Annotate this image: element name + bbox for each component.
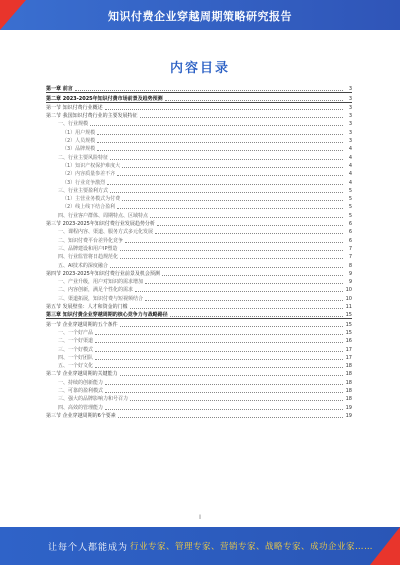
toc-entry[interactable] [46, 269, 352, 277]
toc-entry-page: 3 [348, 104, 352, 111]
toc-leader-dots [120, 250, 344, 251]
toc-entry[interactable] [46, 202, 352, 210]
toc-leader-dots [122, 167, 343, 168]
toc-entry-page: 5 [348, 187, 352, 194]
toc-entry-label: 三、行业主要盈利方式 [58, 187, 109, 194]
toc-leader-dots [150, 217, 343, 218]
toc-leader-dots [140, 117, 343, 118]
toc-entry[interactable] [46, 310, 352, 319]
toc-leader-dots [120, 258, 343, 259]
toc-entry-page: 15 [345, 321, 352, 328]
toc-leader-dots [145, 300, 343, 301]
toc-entry[interactable] [46, 93, 352, 102]
toc-entry-page: 6 [348, 229, 352, 236]
footer-bar [0, 527, 400, 565]
toc-leader-dots [155, 233, 343, 234]
toc-leader-dots [110, 159, 343, 160]
toc-entry[interactable] [46, 210, 352, 218]
toc-entry[interactable] [46, 402, 352, 410]
toc-entry[interactable] [46, 293, 352, 301]
toc-entry-label: 第三节 企业穿越周期的6个要素 [46, 412, 116, 419]
toc-entry-label: （2）人员规模 [62, 138, 96, 145]
toc-entry[interactable] [46, 103, 352, 111]
toc-entry-page: 4 [348, 162, 352, 169]
toc-entry[interactable] [46, 386, 352, 394]
toc-entry-label: （3）行业竞争激烈 [62, 179, 106, 186]
footer-red-corner [370, 527, 400, 565]
toc-entry[interactable] [46, 244, 352, 252]
toc-leader-dots [105, 109, 343, 110]
toc-entry-page: 19 [345, 412, 352, 419]
toc-leader-dots [110, 192, 343, 193]
toc-entry-label: 三、品牌建设和用户IP塑造 [58, 245, 118, 252]
toc-entry-page: 15 [345, 329, 352, 336]
toc-entry-page: 18 [345, 371, 352, 378]
toc-entry-label: 第一章 前言 [46, 86, 73, 93]
toc-entry[interactable] [46, 152, 352, 160]
toc-entry-label: 五、AI技术的深度融合 [58, 262, 108, 269]
toc-leader-dots [130, 308, 343, 309]
toc-entry-page: 7 [348, 245, 352, 252]
toc-entry-label: （2）线上线下结合盈利 [62, 204, 116, 211]
toc-leader-dots [125, 242, 343, 243]
toc-entry-page: 3 [348, 138, 352, 145]
toc-leader-dots [165, 100, 343, 101]
toc-leader-dots [162, 275, 343, 276]
toc-entry[interactable] [46, 235, 352, 243]
toc-entry[interactable] [46, 344, 352, 352]
toc-entry-label: 三、强大的品牌影响力和号召力 [58, 396, 129, 403]
toc-entry-label: 第二章 2023-2025年知识付费市场前景及趋势预测 [46, 95, 163, 102]
toc-entry-label: 三、渠道拓展，知识付费与短视频结合 [58, 295, 144, 302]
toc-entry-label: 第五节 发展壁垒：人才和资金的门槛 [46, 304, 128, 311]
toc-entry-label: 第二节 企业穿越周期的关键能力 [46, 371, 118, 378]
toc-entry-page: 15 [345, 312, 352, 319]
toc-leader-dots [105, 392, 343, 393]
toc-entry-page: 11 [345, 304, 352, 311]
toc-leader-dots [120, 375, 343, 376]
toc-entry-label: 一、一个好产品 [58, 329, 94, 336]
toc-leader-dots [97, 134, 343, 135]
toc-entry-page: 9 [348, 270, 352, 277]
toc-entry-page: 3 [348, 121, 352, 128]
toc-leader-dots [90, 125, 343, 126]
toc-entry-label: 二、内容创新，满足个性化的需求 [58, 287, 134, 294]
toc-entry[interactable] [46, 84, 352, 93]
toc-entry-page: 5 [348, 212, 352, 219]
toc-entry-page: 4 [348, 146, 352, 153]
toc-entry[interactable] [46, 302, 352, 310]
toc-entry-label: 第三章 知识付费企业穿越周期的核心竞争力与战略路径 [46, 312, 168, 319]
toc-entry-label: （1）知识产权保护难度大 [62, 162, 121, 169]
toc-entry[interactable] [46, 119, 352, 127]
toc-entry[interactable] [46, 369, 352, 377]
toc-entry-label: 二、行业主要风险特征 [58, 154, 109, 161]
toc-entry-page: 18 [345, 387, 352, 394]
toc-entry[interactable] [46, 361, 352, 369]
toc-entry-label: 第四节 2023-2025年知识付费行业前景及机会预测 [46, 270, 160, 277]
toc-entry[interactable] [46, 260, 352, 268]
toc-entry[interactable] [46, 353, 352, 361]
toc-entry-label: 四、行业监管将日趋规范化 [58, 254, 119, 261]
toc-entry-label: 一、持续的创新能力 [58, 379, 104, 386]
toc-entry-page: 10 [345, 287, 352, 294]
toc-entry[interactable] [46, 227, 352, 235]
toc-entry-label: 一、课程内容、渠道、服务方式多元化发展 [58, 229, 154, 236]
page-number: I [199, 514, 201, 521]
toc-entry-page: 10 [345, 295, 352, 302]
toc-leader-dots [117, 208, 343, 209]
toc-entry-page: 19 [345, 404, 352, 411]
toc-leader-dots [95, 359, 343, 360]
toc-entry-page: 17 [345, 346, 352, 353]
toc-leader-dots [97, 150, 343, 151]
toc-entry-label: 第一节 企业穿越周期的五个条件 [46, 321, 118, 328]
toc-entry-label: （1）用户规模 [62, 129, 96, 136]
toc-entry-page: 18 [345, 363, 352, 370]
toc-entry[interactable] [46, 252, 352, 260]
toc-entry-label: 第二节 我国知识付费行业的主要发展特征 [46, 113, 138, 120]
toc-leader-dots [118, 417, 343, 418]
toc-entry-page: 4 [348, 154, 352, 161]
report-title: 知识付费企业穿越周期策略研究报告 [108, 10, 292, 23]
toc-leader-dots [95, 367, 343, 368]
toc-entry[interactable] [46, 177, 352, 185]
toc-entry[interactable] [46, 377, 352, 385]
toc-leader-dots [95, 334, 343, 335]
toc-entry[interactable] [46, 136, 352, 144]
toc-entry-page: 3 [348, 95, 352, 102]
toc-entry-page: 5 [348, 204, 352, 211]
toc-entry-page: 18 [345, 379, 352, 386]
toc-entry-label: 二、知识付费平台差异化竞争 [58, 237, 124, 244]
toc-entry-label: 五、一个好文化 [58, 363, 94, 370]
toc-title: 内容目录 [169, 61, 230, 76]
toc-entry-page: 4 [348, 179, 352, 186]
toc-entry-page: 3 [348, 129, 352, 136]
toc-entry-label: （1）主营业务模式为付费 [62, 196, 121, 203]
toc-leader-dots [170, 316, 343, 317]
toc-entry-label: 一、行业规模 [58, 121, 89, 128]
toc-entry[interactable] [46, 111, 352, 119]
toc-entry[interactable] [46, 144, 352, 152]
toc-entry[interactable] [46, 411, 352, 419]
toc-entry-label: 第三节 2023-2025年知识付费行业发展趋势分析 [46, 221, 155, 228]
toc-entry-label: 四、高效的管理能力 [58, 404, 104, 411]
toc-leader-dots [157, 225, 343, 226]
toc-entry-page: 9 [348, 279, 352, 286]
toc-entry[interactable] [46, 394, 352, 402]
toc-entry[interactable] [46, 336, 352, 344]
toc-leader-dots [97, 142, 343, 143]
toc-entry-page: 8 [348, 262, 352, 269]
toc-entry-page: 4 [348, 171, 352, 178]
toc-entry-page: 6 [348, 221, 352, 228]
toc-entry-page: 3 [348, 86, 352, 93]
toc-leader-dots [135, 291, 343, 292]
toc-leader-dots [120, 326, 343, 327]
toc-leader-dots [145, 283, 343, 284]
toc-leader-dots [105, 384, 343, 385]
toc-entry-page: 16 [345, 338, 352, 345]
toc-entry[interactable] [46, 161, 352, 169]
toc-entry[interactable] [46, 127, 352, 135]
toc-entry-label: 四、行业客户群体、周期特点、区域特点 [58, 212, 149, 219]
toc-entry[interactable] [46, 194, 352, 202]
toc-entry[interactable] [46, 319, 352, 327]
toc-entry-label: 一、产业升级，用户对知识的需求增加 [58, 279, 144, 286]
toc-entry-page: 17 [345, 354, 352, 361]
toc-entry-page: 7 [348, 254, 352, 261]
toc-entry-label: 三、一个好模式 [58, 346, 94, 353]
toc-entry-page: 3 [348, 113, 352, 120]
report-header-bar [0, 0, 400, 30]
toc-leader-dots [122, 200, 343, 201]
toc-leader-dots [107, 184, 343, 185]
table-of-contents [46, 84, 352, 419]
footer-tagline: 行业专家、管理专家、营销专家、战略专家、成功企业家…… [130, 542, 374, 552]
toc-entry[interactable] [46, 328, 352, 336]
toc-entry[interactable] [46, 285, 352, 293]
toc-entry-page: 18 [345, 396, 352, 403]
toc-leader-dots [130, 400, 343, 401]
toc-leader-dots [110, 267, 343, 268]
toc-entry[interactable] [46, 219, 352, 227]
toc-entry[interactable] [46, 169, 352, 177]
footer-slogan: 让每个人都能成为 [48, 543, 129, 553]
toc-leader-dots [105, 409, 343, 410]
toc-entry-label: 第一节 知识付费行业概述 [46, 104, 103, 111]
toc-entry-page: 5 [348, 196, 352, 203]
toc-entry[interactable] [46, 186, 352, 194]
toc-entry-label: （2）内容质量参差不齐 [62, 171, 116, 178]
toc-leader-dots [95, 342, 343, 343]
toc-entry-label: 四、一个好团队 [58, 354, 94, 361]
toc-entry-label: 二、可靠的盈利模式 [58, 387, 104, 394]
toc-entry[interactable] [46, 277, 352, 285]
toc-leader-dots [75, 90, 343, 91]
toc-leader-dots [117, 175, 343, 176]
toc-entry-label: （3）品牌规模 [62, 146, 96, 153]
toc-leader-dots [95, 351, 343, 352]
toc-entry-page: 6 [348, 237, 352, 244]
toc-entry-label: 二、一个好渠道 [58, 338, 94, 345]
